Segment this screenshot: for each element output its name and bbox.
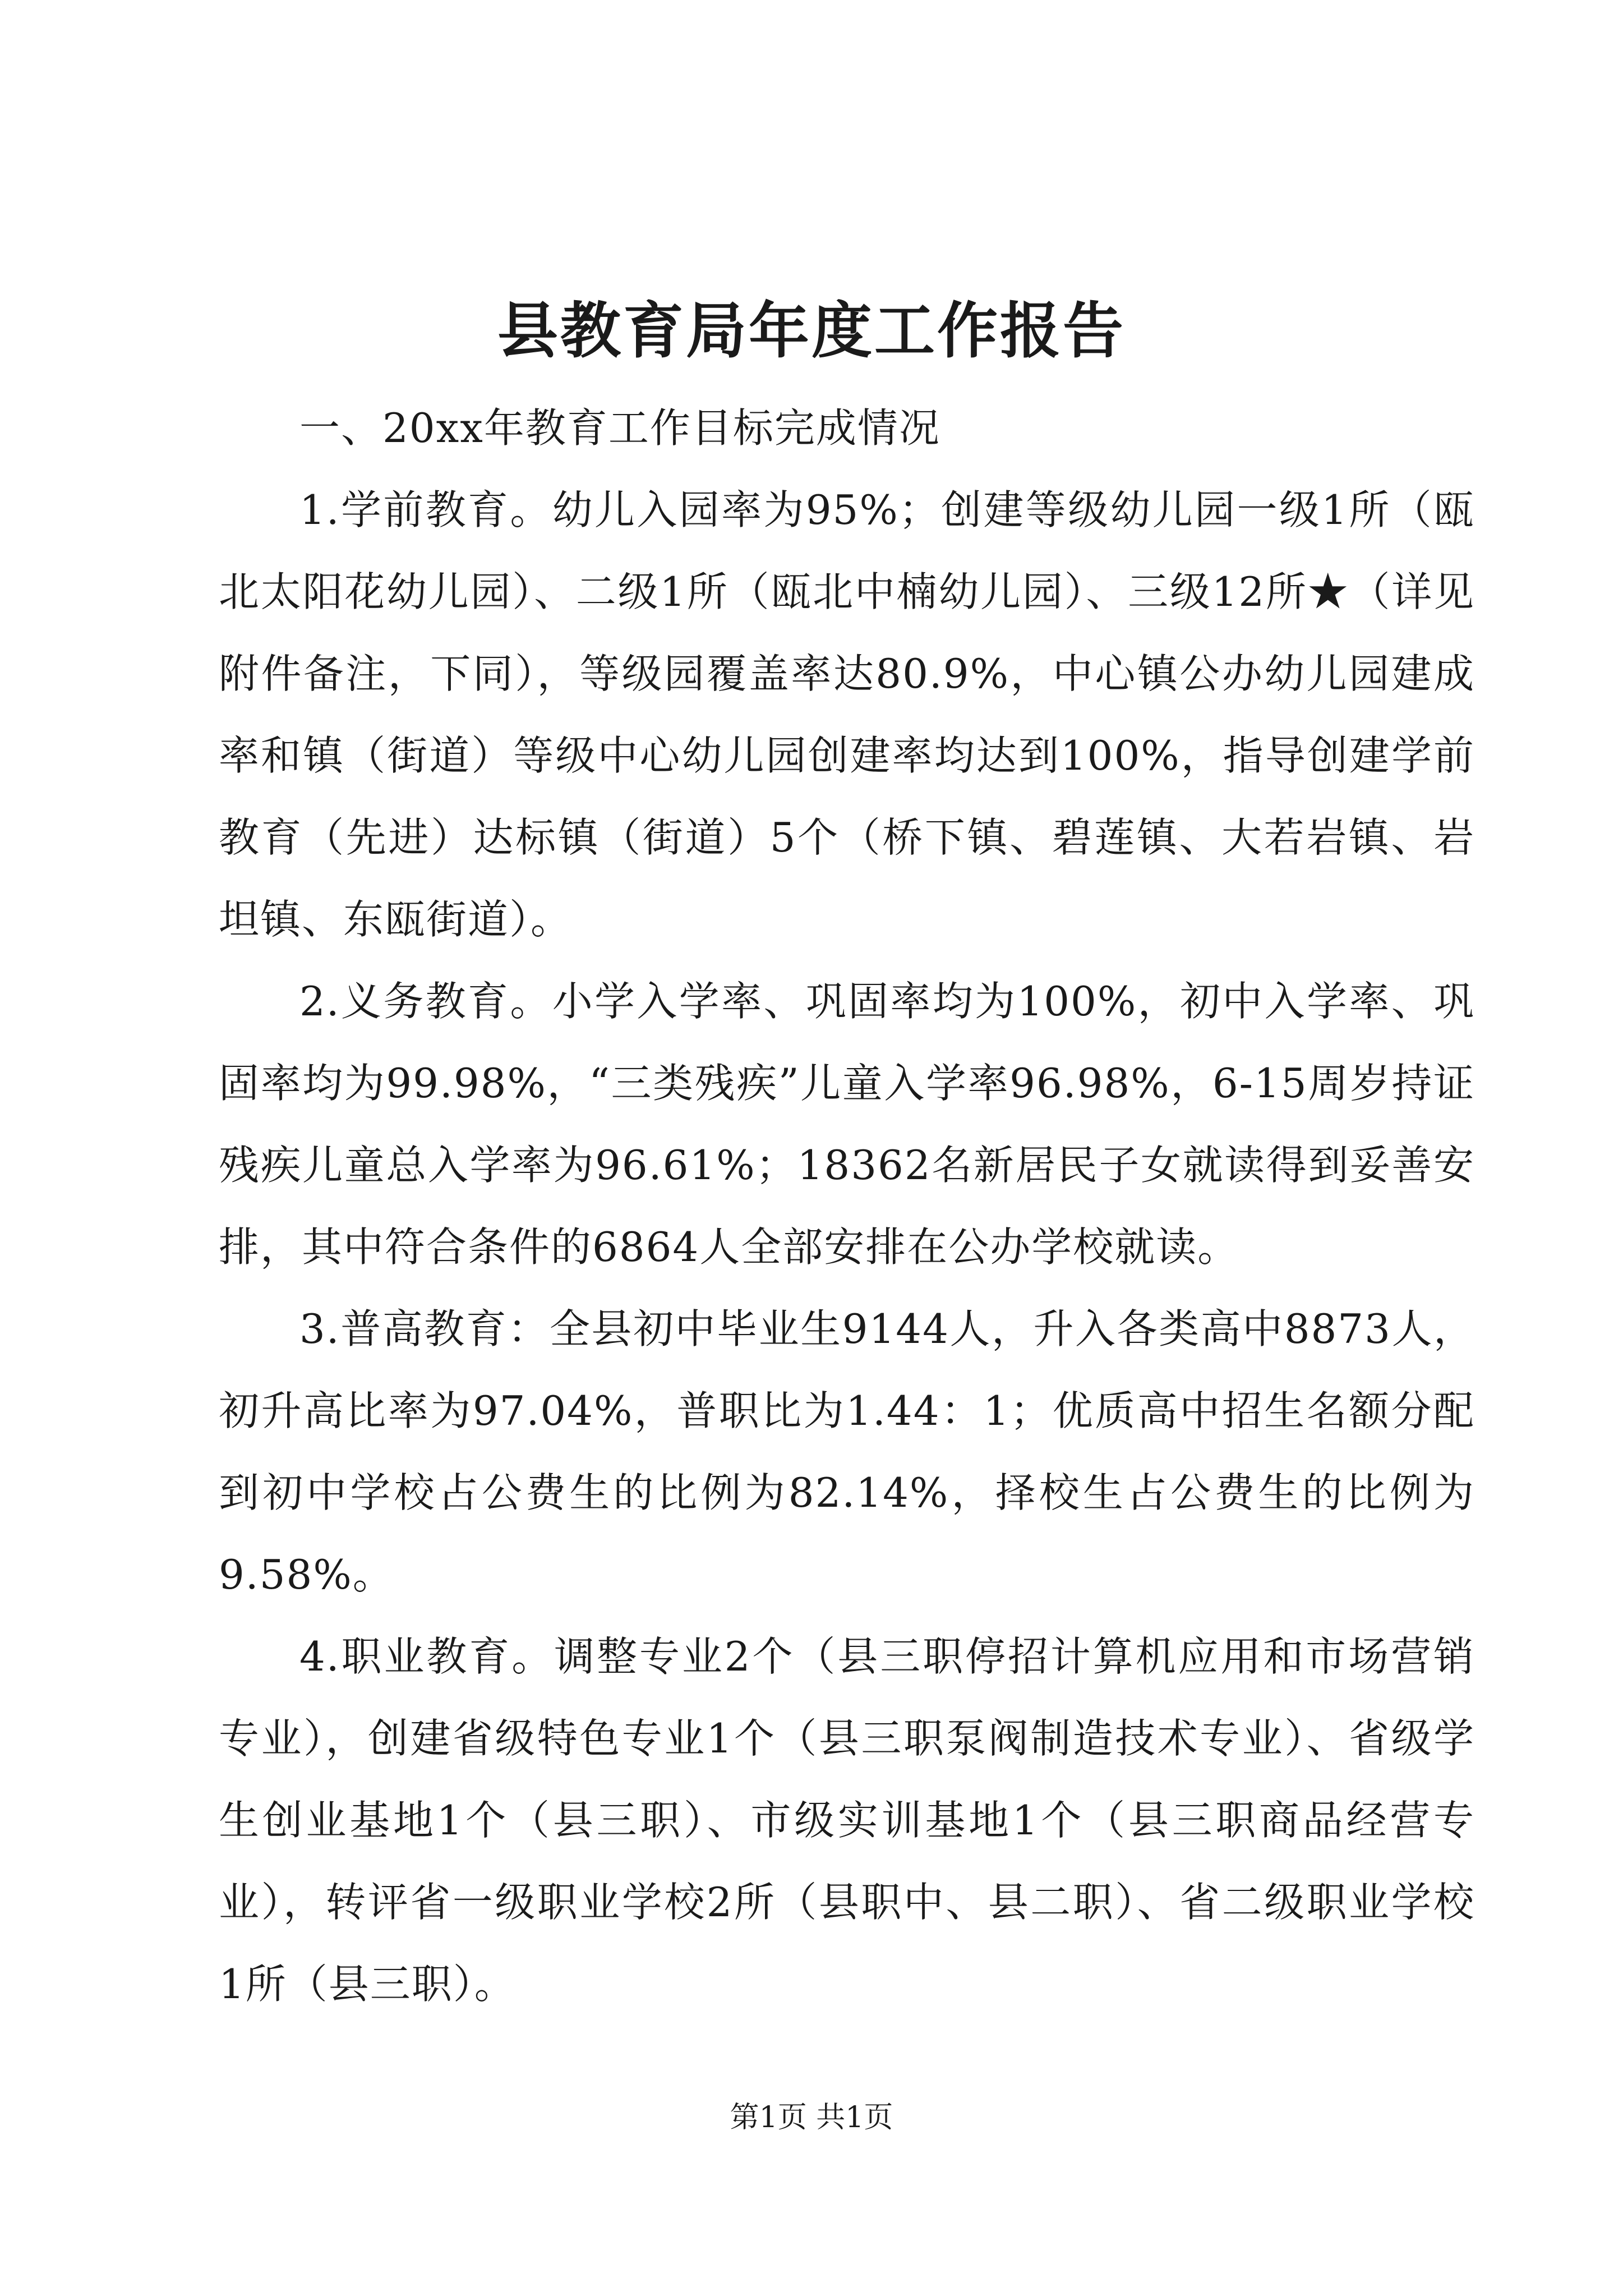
paragraph-high-school-education: 3.普高教育：全县初中毕业生9144人，升入各类高中8873人，初升高比率为97.04%，普职比为1.44：1；优质高中招生名额分配到初中学校占公费生的比例为82.14%，择校生占公费生的比例为9.58%。	[219, 1305, 1475, 1598]
paragraph-preschool-education: 1.学前教育。幼儿入园率为95%；创建等级幼儿园一级1所（瓯北太阳花幼儿园）、二级1所（瓯北中楠幼儿园）、三级12所★（详见附件备注，下同），等级园覆盖率达80.9%，中心镇公办幼儿园建成率和镇（街道）等级中心幼儿园创建率均达到100%，指导创建学前教育（先进）达标镇（街道）5个（桥下镇、碧莲镇、大若岩镇、岩坦镇、东瓯街道）。	[219, 486, 1475, 943]
document-title: 县教育局年度工作报告	[497, 296, 1126, 366]
document-body	[219, 387, 1475, 2025]
paragraph-vocational-education: 4.职业教育。调整专业2个（县三职停招计算机应用和市场营销专业），创建省级特色专业1个（县三职泵阀制造技术专业）、省级学生创业基地1个（县三职）、市级实训基地1个（县三职商品经营专业），转评省一级职业学校2所（县职中、县二职）、省二级职业学校1所（县三职）。	[219, 1633, 1475, 2008]
section-heading: 一、20xx年教育工作目标完成情况	[299, 404, 940, 452]
paragraph-compulsory-education: 2.义务教育。小学入学率、巩固率均为100%，初中入学率、巩固率均为99.98%，“三类残疾”儿童入学率96.98%，6-15周岁持证残疾儿童总入学率为96.61%；18362名新居民子女就读得到妥善安排，其中符合条件的6864人全部安排在公办学校就读。	[219, 978, 1475, 1271]
page-footer: 第1页 共1页	[730, 2101, 893, 2134]
